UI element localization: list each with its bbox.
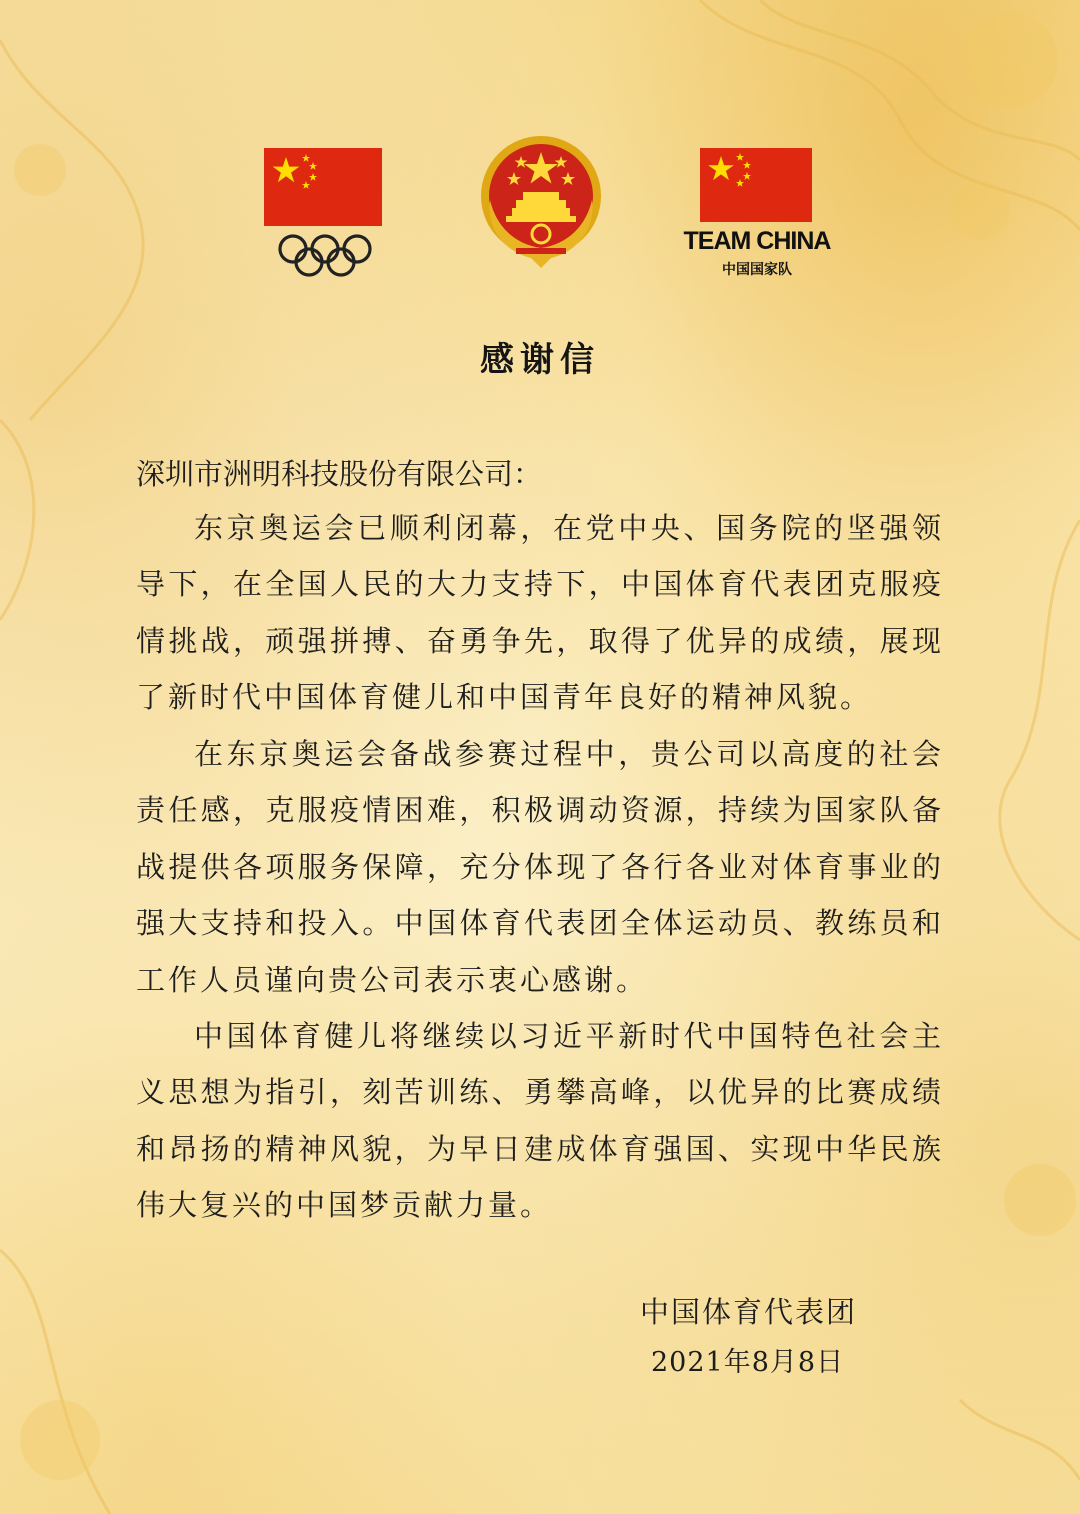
signature-date: 2021年8月8日 xyxy=(651,1347,845,1378)
team-china-subtitle: 中国国家队 xyxy=(722,261,792,277)
letter-title: 感谢信 xyxy=(480,340,600,380)
letter-paragraph: 东京奥运会已顺利闭幕，在党中央、国务院的坚强领导下，在全国人民的大力支持下，中国体育代表团克服疫情挑战，顽强拼搏、奋勇争先，取得了优异的成绩，展现了新时代中国体育健儿和中国青年良好的精神风貌。 xyxy=(136,511,944,715)
team-china-wordmark: TEAM CHINA xyxy=(683,227,831,255)
chinese-flag-icon xyxy=(700,148,812,222)
team-china-logo xyxy=(668,147,846,282)
letter-paragraph: 中国体育健儿将继续以习近平新时代中国特色社会主义思想为指引，刻苦训练、勇攀高峰，以优异的比赛成绩和昂扬的精神风貌，为早日建成体育强国、实现中华民族伟大复兴的中国梦贡献力量。 xyxy=(136,1019,944,1223)
letter-paragraph: 在东京奥运会备战参赛过程中，贵公司以高度的社会责任感，克服疫情困难，积极调动资源，持续为国家队备战提供各项服务保障，充分体现了各行各业对体育事业的强大支持和投入。中国体育代表团全体运动员、教练员和工作人员谨向贵公司表示衷心感谢。 xyxy=(136,737,944,997)
olympic-flag-logo xyxy=(263,147,385,282)
signature-organization: 中国体育代表团 xyxy=(640,1295,858,1329)
national-emblem-icon xyxy=(476,130,606,270)
olympic-rings-icon xyxy=(275,233,375,279)
letter-salutation: 深圳市洲明科技股份有限公司： xyxy=(136,457,543,491)
chinese-flag-icon xyxy=(264,148,382,226)
